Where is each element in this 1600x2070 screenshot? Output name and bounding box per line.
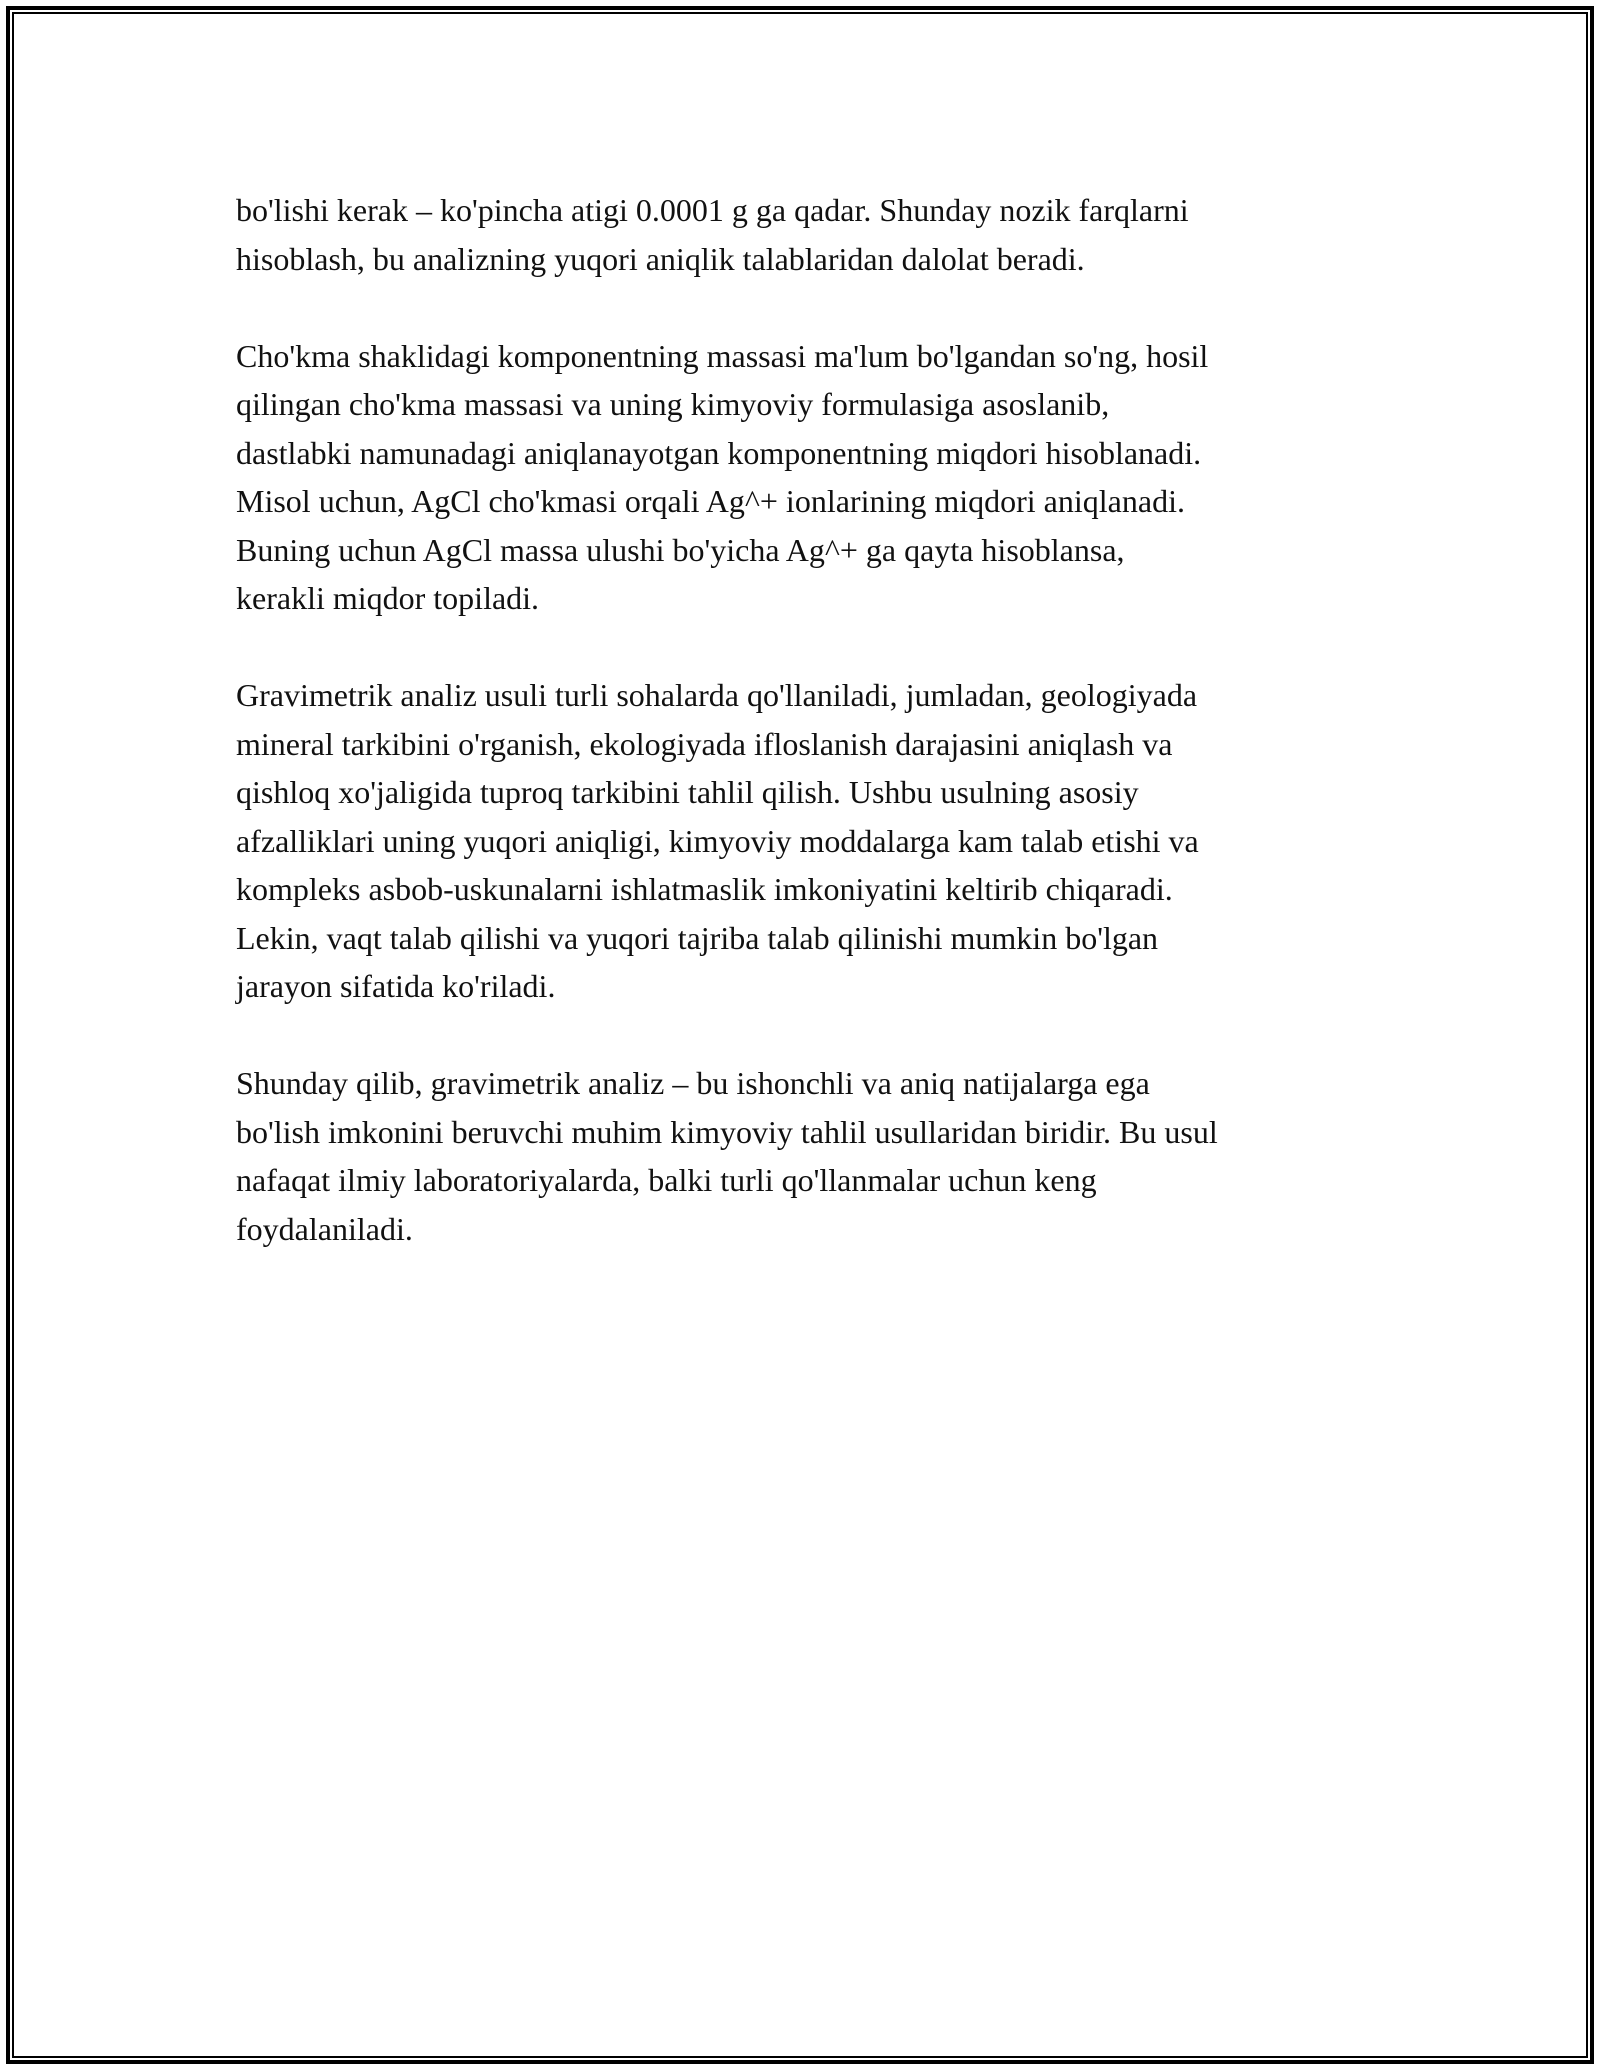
- paragraph-4: Shunday qilib, gravimetrik analiz – bu ishonchli va aniq natijalarga ega bo'lish imkonini beruvchi muhim kimyoviy tahlil usullaridan biridir. Bu usul nafaqat ilmiy laboratoriyalarda, balki turli qo'llanmalar uchun keng foydalaniladi.: [236, 1065, 1218, 1247]
- paragraph-3: Gravimetrik analiz usuli turli sohalarda qo'llaniladi, jumladan, geologiyada mineral tarkibini o'rganish, ekologiyada ifloslanish darajasini aniqlash va qishloq xo'jaligida tuproq tarkibini tahlil qilish. Ushbu usulning asosiy afzalliklari uning yuqori aniqligi, kimyoviy moddalarga kam talab etishi va kompleks asbob-uskunalarni ishlatmaslik imkoniyatini keltirib chiqaradi. Lekin, vaqt talab qilishi va yuqori tajriba talab qilinishi mumkin bo'lgan jarayon sifatida ko'riladi.: [236, 677, 1199, 1004]
- paragraph-1: bo'lishi kerak – ko'pincha atigi 0.0001 g ga qadar. Shunday nozik farqlarni hisoblash, bu analizning yuqori aniqlik talablaridan dalolat beradi.: [236, 192, 1189, 277]
- paragraph-2: Cho'kma shaklidagi komponentning massasi ma'lum bo'lgandan so'ng, hosil qilingan cho'kma massasi va uning kimyoviy formulasiga asoslanib, dastlabki namunadagi aniqlanayotgan komponentning miqdori hisoblanadi. Misol uchun, AgCl cho'kmasi orqali Ag^+ ionlarining miqdori aniqlanadi. Buning uchun AgCl massa ulushi bo'yicha Ag^+ ga qayta hisoblansa, kerakli miqdor topiladi.: [236, 337, 1209, 616]
- document-body: [236, 186, 1376, 1302]
